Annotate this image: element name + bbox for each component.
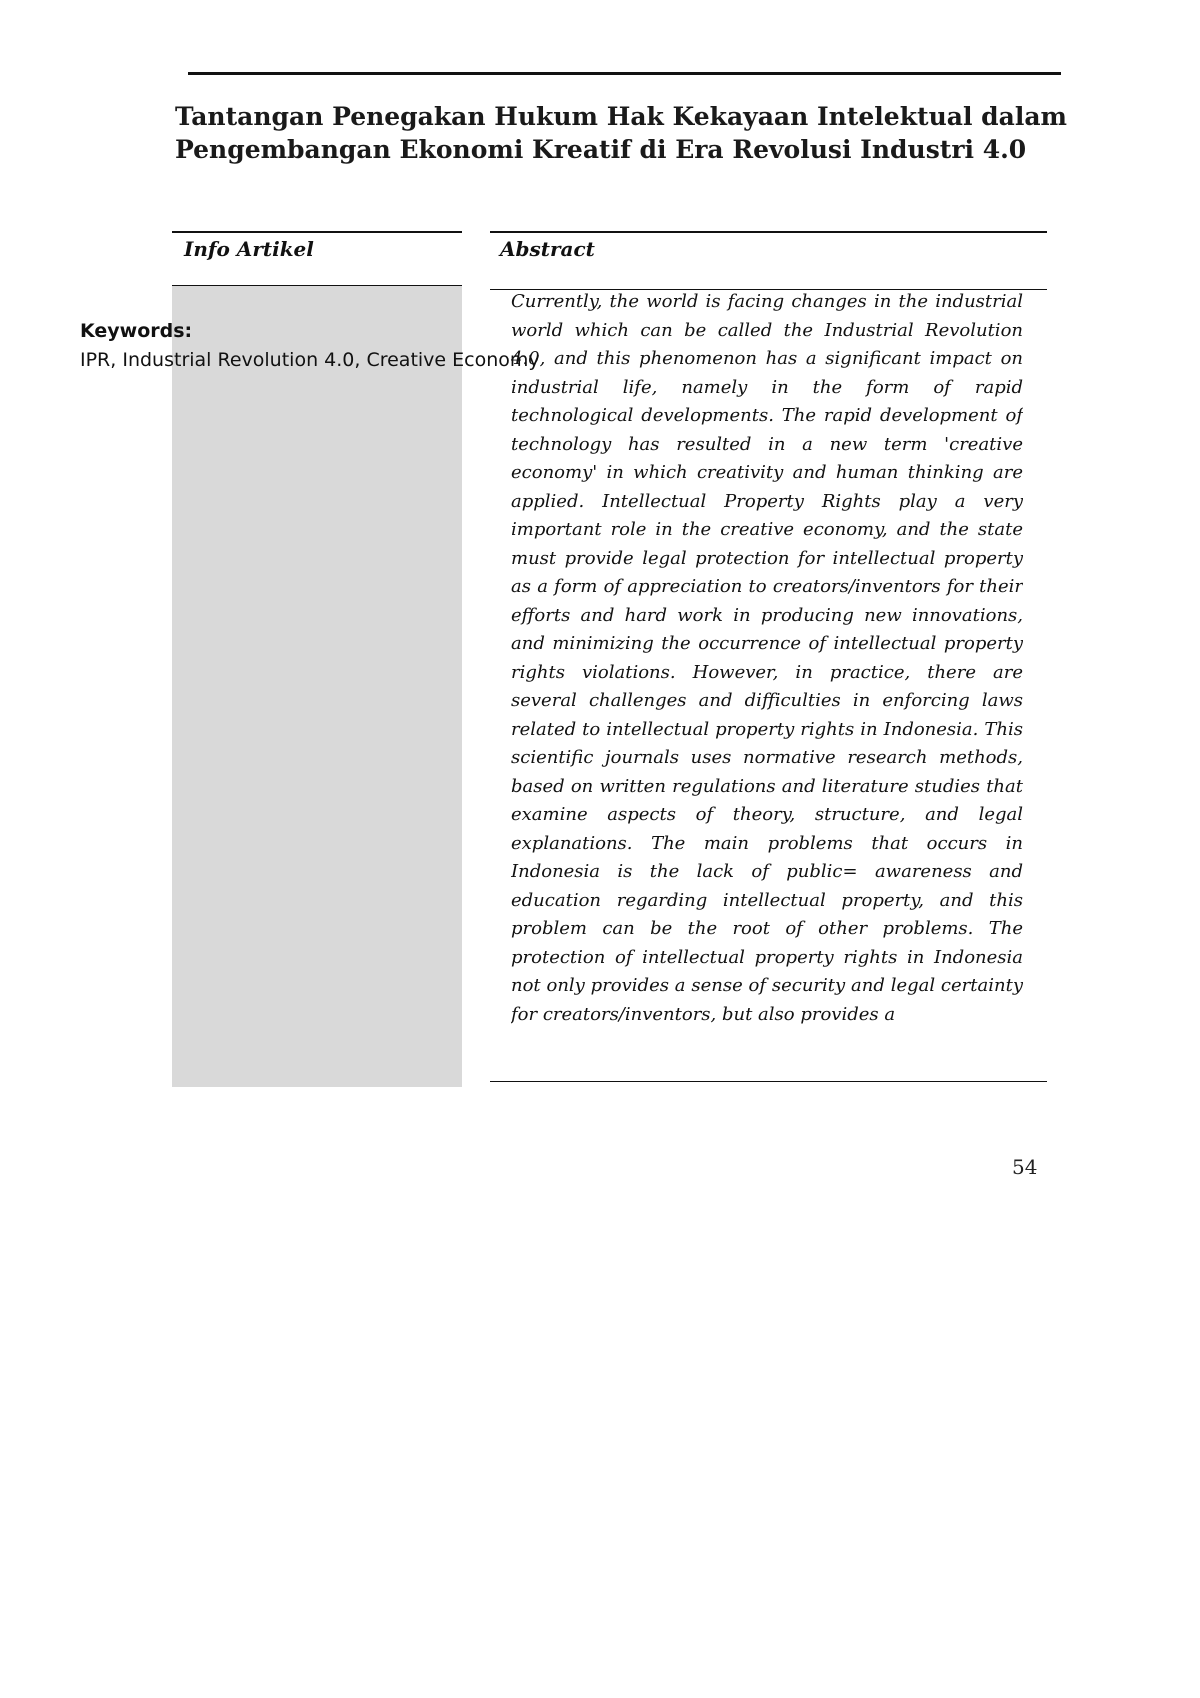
top-rule <box>188 72 1061 75</box>
info-artikel-top-rule <box>172 231 462 233</box>
article-title-line-1: Tantangan Penegakan Hukum Hak Kekayaan Intelektual dalam <box>175 102 1067 131</box>
article-title <box>175 100 1075 166</box>
page-number: 54 <box>1012 1155 1038 1179</box>
abstract-heading: Abstract <box>500 237 595 261</box>
info-artikel-panel <box>172 286 462 1087</box>
abstract-top-rule <box>490 231 1047 233</box>
info-artikel-bottom-rule <box>172 285 462 286</box>
article-title-line-2: Pengembangan Ekonomi Kreatif di Era Revolusi Industri 4.0 <box>175 135 1027 164</box>
keywords-label: Keywords: <box>80 320 193 342</box>
abstract-text: Currently, the world is facing changes in the industrial world which can be called the Industrial Revolution 4.0, and this phenomenon has a significant impact on industrial life, namely in the form of rapid technological developments. The rapid development of technology has resulted in a new term 'creative economy' in which creativity and human thinking are applied. Intellectual Property Rights play a very important role in the creative economy, and the state must provide legal protection for intellectual property as a form of appreciation to creators/inventors for their efforts and hard work in producing new innovations, and minimizing the occurrence of intellectual property rights violations. However, in practice, there are several challenges and difficulties in enforcing laws related to intellectual property rights in Indonesia. This scientific journals uses normative research methods, based on written regulations and literature studies that examine aspects of theory, structure, and legal explanations. The main problems that occurs in Indonesia is the lack of public= awareness and education regarding intellectual property, and this problem can be the root of other problems. The protection of intellectual property rights in Indonesia not only provides a sense of security and legal certainty for creators/inventors, but also provides a <box>511 291 1023 1025</box>
abstract-bottom-rule <box>490 1081 1047 1082</box>
keywords-value: IPR, Industrial Revolution 4.0, Creative Economy <box>80 349 540 371</box>
info-artikel-heading: Info Artikel <box>184 237 314 261</box>
